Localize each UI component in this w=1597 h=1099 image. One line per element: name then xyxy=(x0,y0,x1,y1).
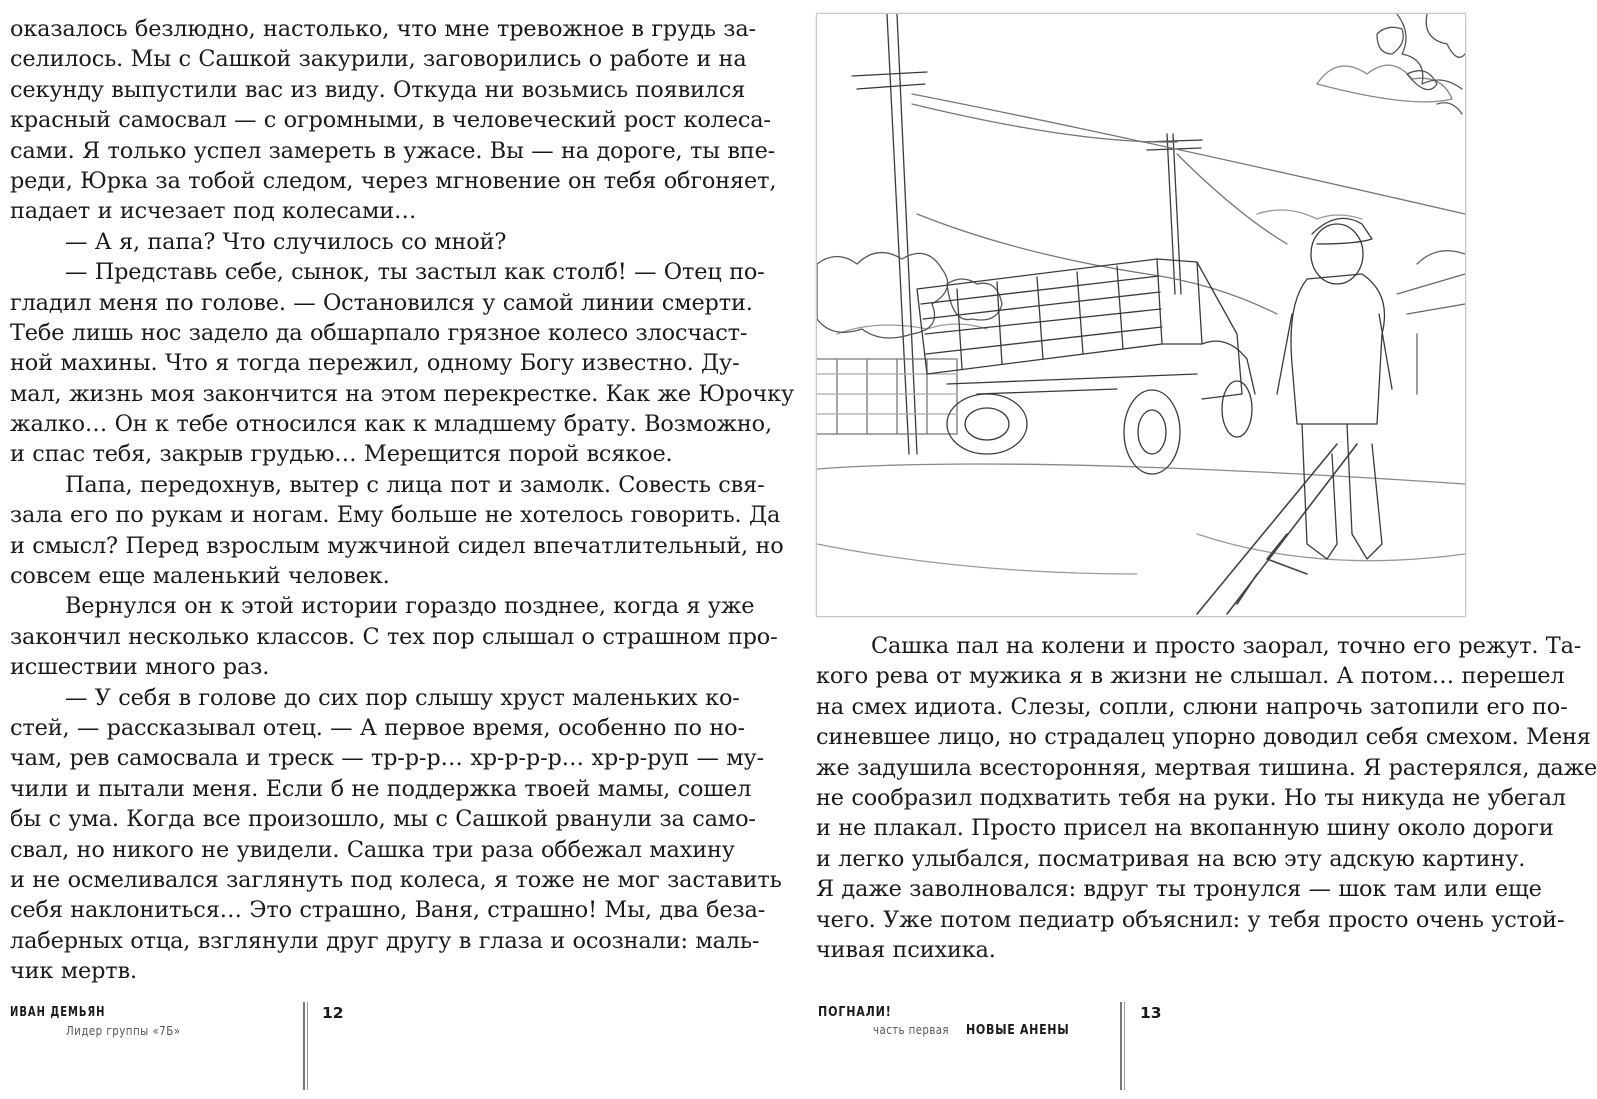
text-line: синевшее лицо, но страдалец упорно доводил себя смехом. Меня xyxy=(816,724,1591,751)
text-line: реди, Юрка за тобой следом, через мгновение он тебя обгоняет, xyxy=(10,167,777,194)
text-line: чам, рев самосвала и треск — тр-р-р… хр-р-р-р… хр-р-руп — му- xyxy=(10,745,764,772)
text-line: чик мертв. xyxy=(10,958,137,985)
text-line: секунду выпустили вас из виду. Откуда ни возьмись появился xyxy=(10,76,746,103)
truck-and-boy-sketch xyxy=(817,14,1465,616)
text-line: себя наклониться… Это страшно, Ваня, страшно! Мы, два безa- xyxy=(10,897,766,924)
text-line: Вернулся он к этой истории гораздо позднее, когда я уже xyxy=(65,593,755,620)
page-number: 12 xyxy=(322,1004,344,1022)
text-line: Я даже заволновался: вдруг ты тронулся — шок там или еще xyxy=(816,876,1542,903)
text-line: — У себя в голове до сих пор слышу хруст маленьких ко- xyxy=(65,684,740,711)
footer-divider xyxy=(303,1002,305,1090)
left-page-text xyxy=(10,14,795,987)
text-line: же задушила всесторонняя, мертвая тишина. Я растерялся, даже xyxy=(816,754,1597,781)
text-line: Папа, передохнув, вытер с лица пот и замолк. Совесть свя- xyxy=(65,471,765,498)
text-line: совсем еще маленький человек. xyxy=(10,563,390,590)
text-line: и не осмеливался заглянуть под колеса, я тоже не мог заставить xyxy=(10,866,782,893)
text-line: мал, жизнь моя закончится на этом перекрестке. Как же Юрочку xyxy=(10,380,795,407)
text-line: красный самосвал — с огромными, в человеческий рост колеса- xyxy=(10,107,771,134)
footer-part-label: часть первая xyxy=(873,1023,950,1037)
text-line: — А я, папа? Что случилось со мной? xyxy=(65,228,507,255)
footer-subtitle: Лидер группы «7Б» xyxy=(66,1024,181,1038)
text-line: лаберных отца, взглянули друг другу в глаза и осознали: маль- xyxy=(10,927,760,954)
text-line: не сообразил подхватить тебя на руки. Но ты никуда не убегал xyxy=(816,784,1566,811)
text-line: чили и пытали меня. Если б не поддержка твоей мамы, сошел xyxy=(10,775,752,802)
right-page xyxy=(738,0,1597,1099)
footer-chapter-title: НОВЫЕ АНЕНЫ xyxy=(966,1022,1070,1038)
footer-divider xyxy=(1124,1002,1125,1090)
text-line: селилось. Мы с Сашкой закурили, заговорились о работе и на xyxy=(10,46,747,73)
text-line: оказалось безлюдно, настолько, что мне тревожное в грудь за- xyxy=(10,16,756,42)
text-line: и спас тебя, закрыв грудью… Мерещится порой всякое. xyxy=(10,441,673,468)
text-line: жалко… Он к тебе относился как к младшему брату. Возможно, xyxy=(10,411,772,438)
text-line: и легко улыбался, посматривая на всю эту адскую картину. xyxy=(816,845,1526,872)
footer-book-title: ПОГНАЛИ! xyxy=(818,1004,892,1020)
footer-divider xyxy=(307,1002,308,1090)
text-line: зала его по рукам и ногам. Ему больше не хотелось говорить. Да xyxy=(10,502,781,529)
page-number: 13 xyxy=(1140,1004,1162,1022)
text-line: бы с ума. Когда все произошло, мы с Сашкой рванули за само- xyxy=(10,806,756,833)
footer-divider xyxy=(1120,1002,1122,1090)
text-line: исшествии много раз. xyxy=(10,654,270,681)
text-line: стей, — рассказывал отец. — А первое время, особенно по но- xyxy=(10,714,745,741)
text-line: закончил несколько классов. С тех пор слышал о страшном про- xyxy=(10,623,778,650)
footer-author: ИВАН ДЕМЬЯН xyxy=(10,1004,106,1020)
text-line: на смех идиота. Слезы, сопли, слюни напрочь затопили его по- xyxy=(816,693,1568,720)
left-page xyxy=(0,0,795,1099)
text-line: — Представь себе, сынок, ты застыл как столб! — Отец по- xyxy=(65,259,765,286)
text-line: и не плакал. Просто присел на вкопанную шину около дороги xyxy=(816,815,1554,842)
right-page-text xyxy=(816,631,1597,965)
text-line: гладил меня по голове. — Остановился у самой линии смерти. xyxy=(10,289,753,316)
text-line: свал, но никого не увидели. Сашка три раза оббежал махину xyxy=(10,836,735,863)
text-line: падает и исчезает под колесами… xyxy=(10,198,417,225)
text-line: чивая психика. xyxy=(816,936,996,963)
text-line: сами. Я только успел замереть в ужасе. Вы — на дороге, ты впе- xyxy=(10,137,776,164)
text-line: Сашка пал на колени и просто заорал, точно его режут. Та- xyxy=(871,633,1582,659)
text-line: чего. Уже потом педиатр объяснил: у тебя просто очень устой- xyxy=(816,906,1565,933)
text-line: Тебе лишь нос задело да обшарпало грязное колесо злосчаст- xyxy=(10,319,748,346)
text-line: и смысл? Перед взрослым мужчиной сидел впечатлительный, но xyxy=(10,532,784,559)
text-line: ной махины. Что я тогда пережил, одному Богу известно. Ду- xyxy=(10,350,740,377)
illustration xyxy=(817,14,1465,616)
text-line: кого рева от мужика я в жизни не слышал. А потом… перешел xyxy=(816,663,1565,690)
